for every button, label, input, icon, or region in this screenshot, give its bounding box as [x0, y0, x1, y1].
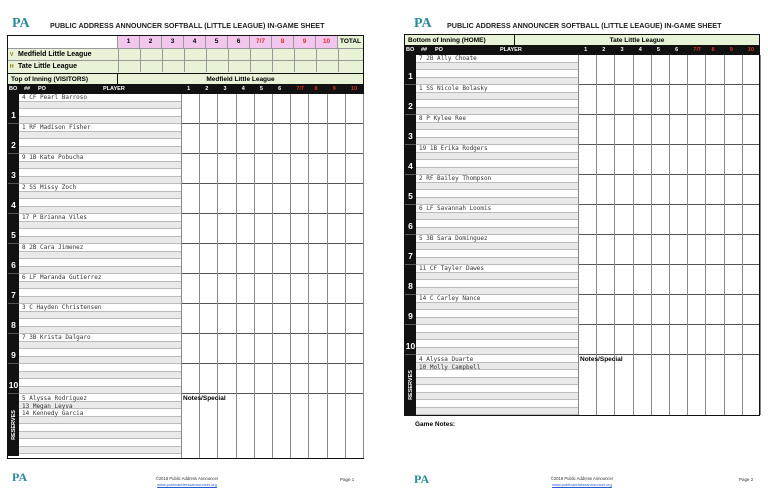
footer-url[interactable]: www.publicaddressannouncer.org: [552, 482, 612, 487]
batting-order-number: [8, 94, 19, 123]
batting-order-label: 6: [408, 221, 413, 231]
batting-order-label: 8: [408, 281, 413, 291]
scoreboard-inning-8: 8: [272, 36, 294, 48]
grid-column-line: [327, 94, 328, 458]
scoreboard-header-row: [8, 36, 363, 48]
batting-order-number: [405, 85, 416, 114]
inning-label: Bottom of Inning (HOME): [405, 35, 515, 46]
batting-order-label: 4: [408, 161, 413, 171]
player-entry[interactable]: 5 3B Sara Dominguez: [419, 235, 488, 242]
player-line[interactable]: [19, 267, 181, 275]
player-line[interactable]: [416, 168, 578, 176]
scoreboard-gridline: [338, 48, 339, 72]
player-line[interactable]: [416, 190, 578, 198]
batting-order-number: [8, 244, 19, 273]
lineup-sheet-home: [404, 34, 760, 416]
player-line[interactable]: [416, 100, 578, 108]
player-entry[interactable]: 6 LF Maranda Gutierrez: [22, 274, 102, 281]
column-inning-5: 5: [259, 86, 263, 92]
player-line[interactable]: [416, 183, 578, 191]
player-line[interactable]: [416, 198, 578, 206]
notes-special-label: Notes/Special: [183, 395, 226, 402]
footer-copyright: ©2018 Public Address Announcer: [155, 476, 219, 481]
player-entry[interactable]: 19 1B Erika Rodgers: [419, 145, 488, 152]
player-line[interactable]: [416, 273, 578, 281]
player-line[interactable]: [19, 139, 181, 147]
grid-column-line: [724, 55, 725, 415]
grid-column-line: [687, 55, 688, 415]
lineup-row: [8, 244, 363, 274]
visitor-marker: V: [10, 52, 14, 58]
inning-label: Top of Inning (VISITORS): [8, 74, 118, 85]
player-entry[interactable]: 3 C Hayden Christensen: [22, 304, 102, 311]
player-entry[interactable]: 8 2B Cara Jimenez: [22, 244, 84, 251]
player-line[interactable]: [416, 130, 578, 138]
batting-order-label: 10: [405, 341, 416, 351]
player-line[interactable]: [19, 387, 181, 395]
column-inning-9: 9: [332, 86, 336, 92]
reserve-entry[interactable]: 5 Alyssa Rodriguez: [22, 395, 88, 402]
batting-order-number: [8, 364, 19, 393]
batting-order-number: [8, 184, 19, 213]
player-entry[interactable]: 1 SS Nicole Bolasky: [419, 85, 488, 92]
batting-order-label: 3: [408, 131, 413, 141]
column-inning-2: 2: [602, 47, 606, 53]
lineup-sheet-visitors: [7, 73, 364, 459]
reserve-line[interactable]: [19, 417, 181, 425]
inning-team: Tate Little League: [515, 35, 759, 46]
reserve-line[interactable]: [19, 432, 181, 440]
batting-order-label: 1: [11, 110, 16, 120]
reserve-line[interactable]: [416, 408, 578, 416]
batting-order-number: [405, 295, 416, 324]
column-inning-1: 1: [584, 47, 588, 53]
player-line[interactable]: [416, 288, 578, 296]
player-entry[interactable]: 9 1B Kate Pobucha: [22, 154, 84, 161]
scoreboard-gridline: [294, 48, 295, 72]
scoreboard-gridline: [272, 48, 273, 72]
column-inning-4: 4: [241, 86, 245, 92]
grid-column-line: [345, 94, 346, 458]
notes-special-label: Notes/Special: [580, 356, 623, 363]
column-inning-5: 5: [656, 47, 660, 53]
scoreboard-gridline: [140, 48, 141, 72]
reserve-line[interactable]: [19, 439, 181, 447]
player-line[interactable]: [19, 342, 181, 350]
player-entry[interactable]: 4 CF Pearl Barroso: [22, 94, 88, 101]
scoreboard-gridline: [162, 48, 163, 72]
batting-order-number: [8, 124, 19, 153]
pa-logo: PA: [414, 16, 432, 31]
player-entry[interactable]: 14 C Carley Nance: [419, 295, 481, 302]
footer-logo: PA: [12, 470, 28, 484]
player-line[interactable]: [19, 372, 181, 380]
page-number: Page 2: [739, 477, 754, 482]
scoreboard-inning-1: 1: [118, 36, 140, 48]
batting-order-number: [405, 205, 416, 234]
batting-order-number: [8, 274, 19, 303]
batting-order-number: [8, 214, 19, 243]
batting-order-label: 5: [408, 191, 413, 201]
page-title: PUBLIC ADDRESS ANNOUNCER SOFTBALL (LITTLE LEAGUE) IN-GAME SHEET: [447, 21, 722, 30]
home-team-name: Tate Little League: [18, 63, 77, 70]
page-number: Page 1: [340, 477, 355, 482]
batting-order-label: 4: [11, 200, 16, 210]
scoreboard-inning-3: 3: [162, 36, 184, 48]
column-inning-8: 8: [314, 86, 318, 92]
scoreboard-inning-5: 5: [206, 36, 228, 48]
column-inning-6: 6: [278, 86, 282, 92]
reserve-line[interactable]: [19, 424, 181, 432]
batting-order-label: 7: [408, 251, 413, 261]
player-line[interactable]: [416, 78, 578, 86]
reserve-line[interactable]: [416, 385, 578, 393]
grid-column-line: [363, 94, 364, 458]
player-entry[interactable]: 1 RF Madison Fisher: [22, 124, 91, 131]
lineup-row: [8, 154, 363, 184]
grid-column-line: [742, 55, 743, 415]
player-line[interactable]: [19, 177, 181, 185]
game-notes-label: Game Notes:: [415, 421, 456, 428]
grid-column-line: [651, 55, 652, 415]
inning-team: Medfield Little League: [118, 74, 363, 85]
player-line[interactable]: [19, 109, 181, 117]
player-line[interactable]: [416, 160, 578, 168]
grid-column-line: [705, 55, 706, 415]
lineup-row: [8, 304, 363, 334]
player-line[interactable]: [19, 222, 181, 230]
batting-order-number: [405, 175, 416, 204]
scoreboard-gridline: [250, 48, 251, 72]
player-line[interactable]: [19, 349, 181, 357]
player-line[interactable]: [19, 312, 181, 320]
player-entry[interactable]: 7 2B Ally Choate: [419, 55, 477, 62]
player-line[interactable]: [416, 318, 578, 326]
player-line[interactable]: [19, 199, 181, 207]
lineup-row: [8, 124, 363, 154]
player-entry[interactable]: 6 LF Savannah Loomis: [419, 205, 492, 212]
player-line[interactable]: [416, 258, 578, 266]
visitor-team-name: Medfield Little League: [18, 51, 92, 58]
reserve-line[interactable]: [19, 447, 181, 455]
column-inning-7: 7/7: [693, 47, 701, 53]
player-entry[interactable]: 7 3B Krista Dalgaro: [22, 334, 91, 341]
scoreboard-home-row: [8, 60, 363, 73]
player-line[interactable]: [19, 327, 181, 335]
grid-column-line: [272, 94, 273, 458]
scoreboard: [7, 35, 364, 73]
player-line[interactable]: [416, 138, 578, 146]
scoreboard-total: TOTAL: [338, 36, 363, 48]
pa-logo: PA: [12, 16, 30, 31]
page-title: PUBLIC ADDRESS ANNOUNCER SOFTBALL (LITTLE LEAGUE) IN-GAME SHEET: [50, 21, 325, 30]
batting-order-label: 2: [11, 140, 16, 150]
reserves-label-bar: [405, 355, 416, 415]
batting-order-number: [405, 115, 416, 144]
column-header: BO ## PO PLAYER 1 2 3 4 5 6 7/7 8 9 10: [405, 46, 759, 55]
batting-order-number: [8, 304, 19, 333]
column-inning-10: 10: [350, 86, 358, 92]
reserves-label: RESERVES: [10, 410, 17, 440]
batting-order-label: 7: [11, 290, 16, 300]
player-line[interactable]: [416, 220, 578, 228]
column-inning-9: 9: [729, 47, 733, 53]
column-inning-6: 6: [675, 47, 679, 53]
scoreboard-inning-2: 2: [140, 36, 162, 48]
player-line[interactable]: [19, 102, 181, 110]
grid-column-line: [308, 94, 309, 458]
player-line[interactable]: [19, 252, 181, 260]
footer-copyright: ©2018 Public Address Announcer: [550, 476, 614, 481]
footer-url[interactable]: www.publicaddressannouncer.org: [157, 482, 217, 487]
player-line[interactable]: [416, 243, 578, 251]
column-inning-3: 3: [620, 47, 624, 53]
lineup-row: [8, 94, 363, 124]
player-line[interactable]: [416, 228, 578, 236]
player-entry[interactable]: 11 CF Tayler Dawes: [419, 265, 485, 272]
reserve-line[interactable]: [416, 378, 578, 386]
player-line[interactable]: [19, 192, 181, 200]
player-line[interactable]: [416, 123, 578, 131]
batting-order-number: [405, 55, 416, 84]
player-entry[interactable]: 2 SS Missy Zoch: [22, 184, 77, 191]
notes-special-area[interactable]: [578, 355, 579, 415]
grid-column-line: [254, 94, 255, 458]
notes-special-area[interactable]: [181, 394, 182, 456]
scoreboard-gridline: [228, 48, 229, 72]
player-line[interactable]: [416, 108, 578, 116]
scoreboard-inning-10: 10: [316, 36, 338, 48]
player-line[interactable]: [19, 229, 181, 237]
scoreboard-inning-7: 7/7: [250, 36, 272, 48]
scoreboard-inning-9: 9: [294, 36, 316, 48]
scoreboard-inning-4: 4: [184, 36, 206, 48]
player-entry[interactable]: 17 P Brianna Viles: [22, 214, 88, 221]
player-entry[interactable]: 2 RF Bailey Thompson: [419, 175, 492, 182]
batting-order-number: [8, 154, 19, 183]
player-line[interactable]: [416, 250, 578, 258]
player-line[interactable]: [19, 379, 181, 387]
lineup-row: [8, 214, 363, 244]
grid-column-line: [236, 94, 237, 458]
reserves-label: RESERVES: [407, 370, 414, 400]
lineup-row: [8, 184, 363, 214]
column-inning-7: 7/7: [296, 86, 304, 92]
player-line[interactable]: [19, 147, 181, 155]
player-line[interactable]: [416, 280, 578, 288]
batting-order-number: [8, 334, 19, 363]
reserve-line[interactable]: [416, 393, 578, 401]
player-line[interactable]: [416, 70, 578, 78]
batting-order-label: 5: [11, 230, 16, 240]
reserve-line[interactable]: [416, 370, 578, 378]
batting-order-label: 1: [408, 71, 413, 81]
batting-order-label: 3: [11, 170, 16, 180]
batting-order-label: 2: [408, 101, 413, 111]
player-line[interactable]: [19, 282, 181, 290]
batting-order-label: 9: [11, 350, 16, 360]
column-inning-2: 2: [205, 86, 209, 92]
player-entry[interactable]: 8 P Kylee Ree: [419, 115, 466, 122]
grid-column-line: [217, 94, 218, 458]
column-inning-10: 10: [747, 47, 755, 53]
batting-order-label: 9: [408, 311, 413, 321]
page-2: [384, 0, 768, 497]
player-line[interactable]: [19, 259, 181, 267]
column-inning-3: 3: [223, 86, 227, 92]
player-line[interactable]: [416, 93, 578, 101]
scoreboard-gridline: [316, 48, 317, 72]
player-line[interactable]: [416, 213, 578, 221]
player-line[interactable]: [19, 357, 181, 365]
home-marker: H: [10, 64, 14, 70]
player-line[interactable]: [19, 364, 181, 372]
batting-order-label: 6: [11, 260, 16, 270]
batting-order-number: [405, 325, 416, 354]
reserve-entry[interactable]: 14 Kennedy Garcia: [22, 410, 84, 417]
player-line[interactable]: [19, 169, 181, 177]
grid-column-line: [669, 55, 670, 415]
reserve-entry[interactable]: 13 Megan Leyva: [22, 402, 73, 410]
player-line[interactable]: [416, 303, 578, 311]
player-line[interactable]: [416, 348, 578, 356]
player-line[interactable]: [19, 319, 181, 327]
player-line[interactable]: [19, 117, 181, 125]
column-header: BO ## PO PLAYER 1 2 3 4 5 6 7/7 8 9 10: [8, 85, 363, 94]
player-line[interactable]: [416, 333, 578, 341]
batting-order-number: [405, 265, 416, 294]
scoreboard-gridline: [206, 48, 207, 72]
lineup-row: [8, 334, 363, 364]
batting-order-number: [405, 235, 416, 264]
column-inning-4: 4: [638, 47, 642, 53]
scoreboard-gridline: [184, 48, 185, 72]
player-line[interactable]: [19, 237, 181, 245]
player-line[interactable]: [19, 162, 181, 170]
reserve-entry[interactable]: 4 Alyssa Duarte: [419, 356, 474, 363]
grid-column-line: [199, 94, 200, 458]
column-inning-1: 1: [187, 86, 191, 92]
grid-column-line: [290, 94, 291, 458]
reserve-line[interactable]: [416, 400, 578, 408]
scoreboard-inning-6: 6: [228, 36, 250, 48]
player-line[interactable]: [19, 207, 181, 215]
player-line[interactable]: [416, 310, 578, 318]
lineup-row: [8, 364, 363, 394]
player-line[interactable]: [416, 63, 578, 71]
player-line[interactable]: [416, 153, 578, 161]
reserves-label-bar: [8, 394, 19, 456]
footer-logo: PA: [414, 472, 430, 486]
player-line[interactable]: [19, 297, 181, 305]
batting-order-number: [405, 145, 416, 174]
player-line[interactable]: [416, 340, 578, 348]
batting-order-label: 8: [11, 320, 16, 330]
scoreboard-gridline: [118, 48, 119, 72]
grid-column-line: [760, 55, 761, 415]
grid-column-line: [633, 55, 634, 415]
lineup-row: [8, 274, 363, 304]
player-line[interactable]: [19, 132, 181, 140]
batting-order-label: 10: [8, 380, 19, 390]
column-inning-8: 8: [711, 47, 715, 53]
player-line[interactable]: [416, 325, 578, 333]
player-line[interactable]: [19, 289, 181, 297]
reserve-entry[interactable]: 10 Molly Campbell: [419, 363, 481, 371]
